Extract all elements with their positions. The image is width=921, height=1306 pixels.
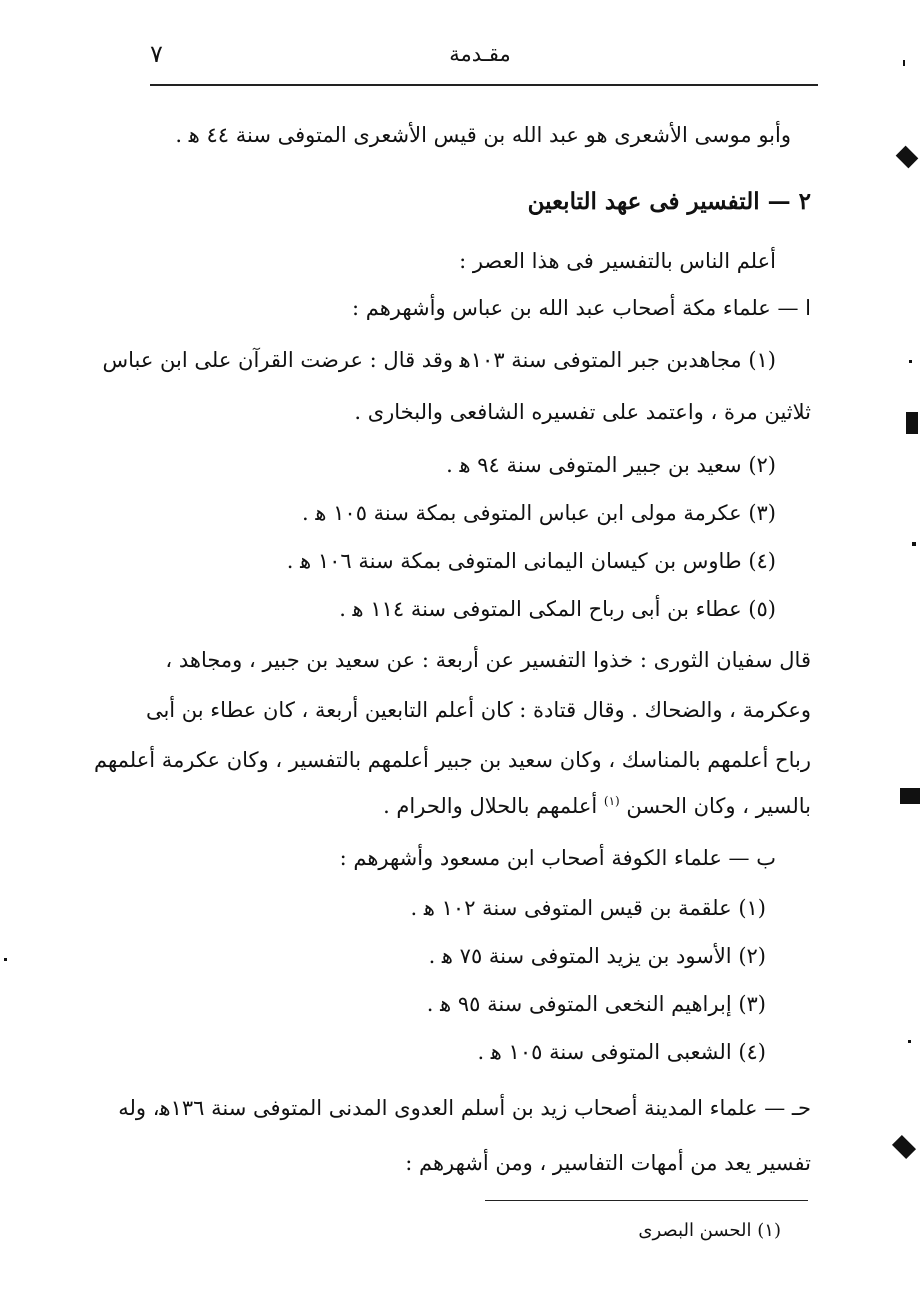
list-item: (٣) عكرمة مولى ابن عباس المتوفى بمكة سنة ١٠٥ ﻫ . — [302, 501, 776, 525]
list-item: (٣) إبراهيم النخعى المتوفى سنة ٩٥ ﻫ . — [426, 992, 766, 1016]
body-line: قال سفيان الثورى : خذوا التفسير عن أربعة : عن سعيد بن جبير ، ومجاهد ، — [165, 648, 811, 672]
list-item: (٥) عطاء بن أبى رباح المكى المتوفى سنة ١١٤ ﻫ . — [339, 597, 776, 621]
page-title: مقـدمة — [449, 42, 511, 66]
body-line: وعكرمة ، والضحاك . وقال قتادة : كان أعلم التابعين أربعة ، كان عطاء بن أبى — [145, 698, 811, 722]
list-item: (٤) الشعبى المتوفى سنة ١٠٥ ﻫ . — [477, 1040, 766, 1064]
body-line: تفسير يعد من أمهات التفاسير ، ومن أشهرهم : — [405, 1151, 811, 1175]
list-item: (٢) سعيد بن جبير المتوفى سنة ٩٤ ﻫ . — [446, 453, 776, 477]
scan-mark — [900, 788, 920, 804]
footnote: (١) الحسن البصرى — [638, 1220, 781, 1241]
section-heading: ٢ — التفسير فى عهد التابعين — [527, 188, 811, 215]
subsection-heading: ا — علماء مكة أصحاب عبد الله بن عباس وأشهرهم : — [351, 296, 811, 320]
body-line: أعلم الناس بالتفسير فى هذا العصر : — [459, 249, 776, 273]
scan-mark — [909, 360, 912, 363]
footnote-rule — [485, 1200, 808, 1201]
scan-mark — [906, 412, 918, 434]
body-text: بالسير ، وكان الحسن — [626, 794, 811, 818]
list-item: (٤) طاوس بن كيسان اليمانى المتوفى بمكة سنة ١٠٦ ﻫ . — [286, 549, 776, 573]
footnote-ref: (١) — [603, 794, 620, 808]
body-line: ثلاثين مرة ، واعتمد على تفسيره الشافعى والبخارى . — [354, 400, 811, 424]
body-line — [383, 795, 811, 817]
body-line: وأبو موسى الأشعرى هو عبد الله بن قيس الأشعرى المتوفى سنة ٤٤ ﻫ . — [175, 123, 791, 147]
subsection-heading: حـ — علماء المدينة أصحاب زيد بن أسلم العدوى المدنى المتوفى سنة ١٣٦ﻫ، وله — [118, 1096, 811, 1120]
list-item: (٢) الأسود بن يزيد المتوفى سنة ٧٥ ﻫ . — [428, 944, 766, 968]
list-item: (١) مجاهدبن جبر المتوفى سنة ١٠٣ﻫ وقد قال : عرضت القرآن على ابن عباس — [102, 348, 776, 372]
list-item: (١) علقمة بن قيس المتوفى سنة ١٠٢ ﻫ . — [410, 896, 766, 920]
subsection-heading: ب — علماء الكوفة أصحاب ابن مسعود وأشهرهم : — [339, 846, 776, 870]
scan-mark — [896, 146, 919, 169]
scan-mark — [912, 542, 916, 546]
page-number: ٧ — [150, 40, 163, 68]
header-rule — [150, 84, 818, 86]
scan-mark — [908, 1040, 911, 1043]
scan-mark — [4, 958, 7, 961]
scan-mark — [892, 1135, 916, 1159]
scan-mark — [903, 60, 905, 66]
body-text: أعلمهم بالحلال والحرام . — [383, 794, 598, 818]
body-line: رباح أعلمهم بالمناسك ، وكان سعيد بن جبير أعلمهم بالتفسير ، وكان عكرمة أعلمهم — [94, 748, 811, 772]
